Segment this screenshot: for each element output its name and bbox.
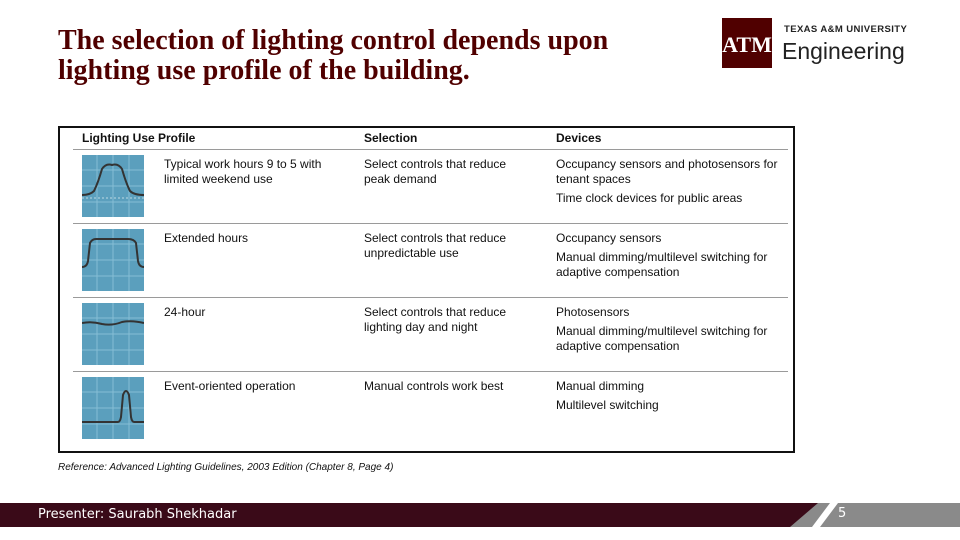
device-item: Manual dimming/multilevel switching for adaptive compensation [556,250,768,279]
header-profile: Lighting Use Profile [82,131,196,145]
selection-text: Select controls that reduce peak demand [364,157,507,186]
table-row [73,223,788,298]
selection-text: Manual controls work best [364,379,504,393]
24-hour-chart-icon [82,303,144,365]
selection-text: Select controls that reduce lighting day and night [364,305,507,334]
event-chart-icon [82,377,144,439]
device-item: Time clock devices for public areas [556,191,743,205]
devices-cell [556,231,786,284]
slide-title [58,26,718,86]
college-name: Engineering [782,38,905,64]
table-row [73,297,788,372]
devices-cell [556,379,786,417]
office-hours-chart-icon [82,155,144,217]
device-item: Occupancy sensors [556,231,662,245]
title-line-1: The selection of lighting control depends upon [58,25,609,56]
devices-cell [556,157,786,210]
selection-text: Select controls that reduce unpredictable use [364,231,507,260]
devices-cell [556,305,786,358]
device-item: Manual dimming/multilevel switching for adaptive compensation [556,324,768,353]
extended-hours-chart-icon [82,229,144,291]
profile-text: 24-hour [164,305,206,319]
university-name: TEXAS A&M UNIVERSITY [784,24,908,35]
reference-note: Reference: Advanced Lighting Guidelines, 2003 Edition (Chapter 8, Page 4) [58,462,394,473]
table-row [73,149,788,224]
slide-number: 5 [838,506,847,521]
device-item: Occupancy sensors and photosensors for tenant spaces [556,157,778,186]
profile-text: Event-oriented operation [164,379,296,393]
presenter-name: Presenter: Saurabh Shekhadar [38,507,237,522]
table-row [73,371,788,446]
university-logo [722,18,922,72]
atm-monogram-icon [722,18,772,68]
lighting-table [58,126,795,453]
device-item: Photosensors [556,305,630,319]
header-selection: Selection [364,131,418,145]
device-item: Multilevel switching [556,398,659,412]
profile-text: Extended hours [164,231,249,245]
atm-monogram-text: ATM [722,32,772,57]
device-item: Manual dimming [556,379,645,393]
title-line-2: lighting use profile of the building. [58,55,470,86]
profile-text: Typical work hours 9 to 5 with limited weekend use [164,157,322,186]
header-devices: Devices [556,131,602,145]
